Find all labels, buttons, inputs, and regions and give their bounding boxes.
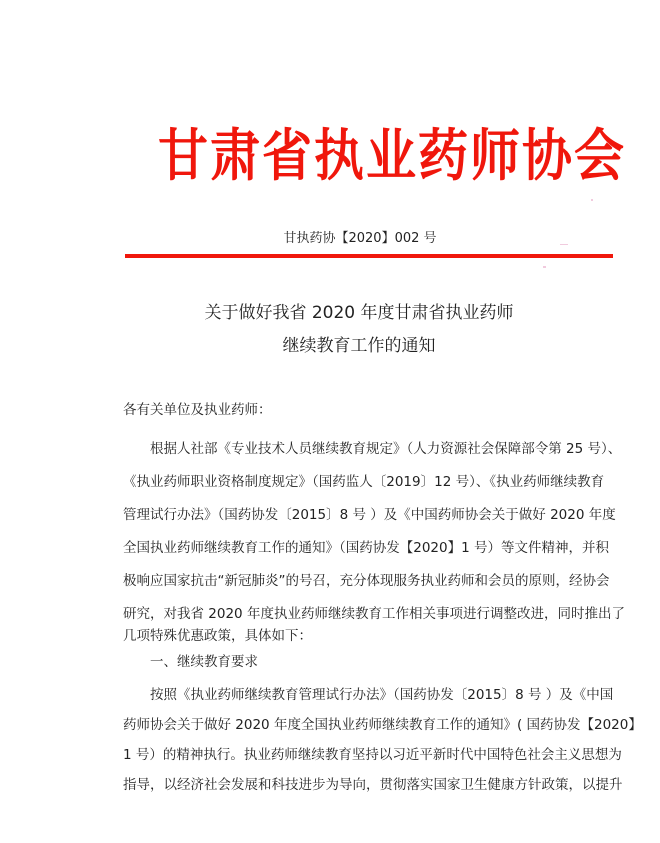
body-paragraph-line: 根据人社部《专业技术人员继续教育规定》（人力资源社会保障部令第 25 号）、 [150,441,622,457]
body-paragraph-line: 管理试行办法》（国药协发〔2015〕8 号 ）及《中国药师协会关于做好 2020 年度 [123,507,616,523]
organization-header: 甘肃省执业药师协会 [158,122,626,189]
body-paragraph-line: 几项特殊优惠政策，具体如下： [123,628,312,644]
body-paragraph-line: 1 号）的精神执行。执业药师继续教育坚持以习近平新时代中国特色社会主义思想为 [123,747,622,763]
body-paragraph-line: 《执业药师职业资格制度规定》（国药监人〔2019〕12 号）、《执业药师继续教育 [123,474,605,490]
scan-artifact [560,244,568,245]
salutation: 各有关单位及执业药师： [123,402,272,418]
header-divider-line [125,254,613,258]
body-paragraph-line: 研究，对我省 2020 年度执业药师继续教育工作相关事项进行调整改进，同时推出了 [123,606,625,622]
body-paragraph-line: 极响应国家抗击“新冠肺炎”的号召，充分体现服务执业药师和会员的原则，经协会 [123,573,610,589]
scan-artifact [543,266,546,268]
notice-title-line-1: 关于做好我省 2020 年度甘肃省执业药师 [204,303,514,323]
scan-artifact [591,199,593,201]
body-paragraph-line: 按照《执业药师继续教育管理试行办法》（国药协发〔2015〕8 号 ）及《中国 [150,687,614,703]
notice-title-line-2: 继续教育工作的通知 [282,336,436,356]
section-heading: 一、继续教育要求 [150,654,258,670]
document-number: 甘执药协【2020】002 号 [283,231,437,246]
body-paragraph-line: 全国执业药师继续教育工作的通知》（国药协发【2020】1 号）等文件精神，并积 [123,540,609,556]
body-paragraph-line: 药师协会关于做好 2020 年度全国执业药师继续教育工作的通知》( 国药协发【2020】 [123,717,642,733]
body-paragraph-line: 指导，以经济社会发展和科技进步为导向，贯彻落实国家卫生健康方针政策，以提升 [123,777,623,793]
